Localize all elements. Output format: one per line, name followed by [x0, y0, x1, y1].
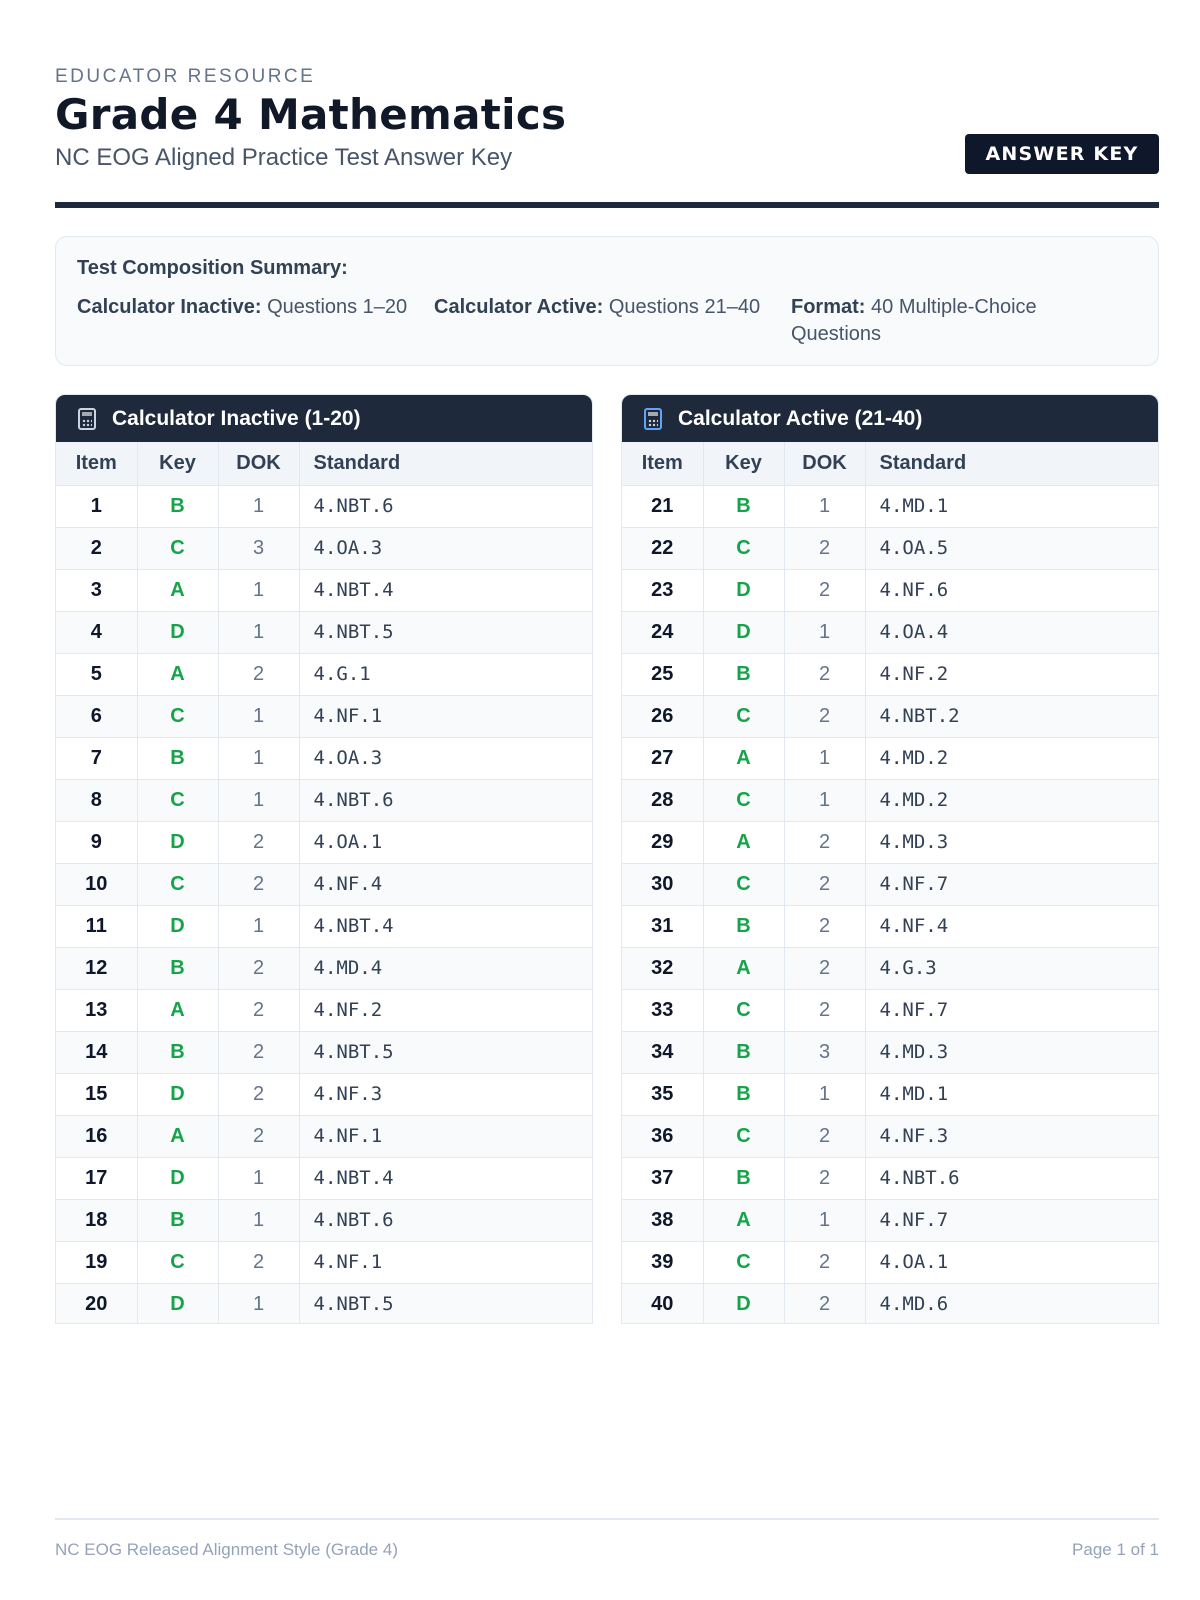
item-number: 3 [56, 569, 137, 611]
table-row [622, 737, 1158, 779]
dok-level: 2 [218, 821, 299, 863]
item-number: 2 [56, 527, 137, 569]
standard-code: 4.NF.7 [865, 1199, 1158, 1241]
dok-level: 3 [218, 527, 299, 569]
table-body [56, 485, 592, 1324]
item-number: 20 [56, 1283, 137, 1324]
answer-key: A [137, 569, 218, 611]
item-number: 21 [622, 485, 703, 527]
table-row [622, 1241, 1158, 1283]
standard-code: 4.NBT.5 [299, 1031, 592, 1073]
summary-item-calculator-active [434, 294, 760, 321]
item-number: 1 [56, 485, 137, 527]
item-number: 4 [56, 611, 137, 653]
table-row [56, 863, 592, 905]
item-number: 26 [622, 695, 703, 737]
answer-key: B [703, 1157, 784, 1199]
table-row [56, 1031, 592, 1073]
standard-code: 4.OA.4 [865, 611, 1158, 653]
summary-item-value: 40 Multiple-Choice Questions [791, 296, 1037, 345]
item-number: 7 [56, 737, 137, 779]
table-row [622, 1199, 1158, 1241]
table-row [622, 527, 1158, 569]
standard-code: 4.MD.3 [865, 1031, 1158, 1073]
standard-code: 4.NF.1 [299, 695, 592, 737]
answer-key: A [137, 653, 218, 695]
dok-level: 2 [784, 527, 865, 569]
summary-item-label: Calculator Active: [434, 296, 604, 318]
table-row [56, 1199, 592, 1241]
answer-key: B [703, 485, 784, 527]
item-number: 38 [622, 1199, 703, 1241]
item-number: 22 [622, 527, 703, 569]
panel-title: Calculator Inactive (1-20) [112, 406, 361, 430]
table-header-row [56, 442, 592, 485]
item-number: 16 [56, 1115, 137, 1157]
answer-key: C [703, 527, 784, 569]
dok-level: 2 [784, 821, 865, 863]
eyebrow-label: EDUCATOR RESOURCE [55, 66, 316, 87]
standard-code: 4.NF.2 [299, 989, 592, 1031]
table-row [622, 821, 1158, 863]
table-row [56, 947, 592, 989]
answer-key: B [703, 653, 784, 695]
standard-code: 4.NBT.5 [299, 611, 592, 653]
dok-level: 2 [784, 905, 865, 947]
standard-code: 4.NF.4 [865, 905, 1158, 947]
column-header-dok: DOK [784, 442, 865, 485]
standard-code: 4.G.1 [299, 653, 592, 695]
standard-code: 4.NBT.6 [865, 1157, 1158, 1199]
item-number: 28 [622, 779, 703, 821]
column-header-key: Key [703, 442, 784, 485]
dok-level: 3 [784, 1031, 865, 1073]
table-row [56, 527, 592, 569]
standard-code: 4.NF.4 [299, 863, 592, 905]
dok-level: 2 [784, 569, 865, 611]
table-row [622, 1031, 1158, 1073]
table-row [56, 695, 592, 737]
answer-key: B [703, 1073, 784, 1115]
item-number: 37 [622, 1157, 703, 1199]
standard-code: 4.NBT.4 [299, 905, 592, 947]
item-number: 8 [56, 779, 137, 821]
dok-level: 1 [218, 905, 299, 947]
answer-key: C [137, 527, 218, 569]
table-row [56, 821, 592, 863]
answer-key: D [703, 611, 784, 653]
standard-code: 4.MD.2 [865, 737, 1158, 779]
table-row [622, 779, 1158, 821]
test-composition-summary [55, 236, 1159, 366]
answer-key: C [137, 779, 218, 821]
standard-code: 4.OA.5 [865, 527, 1158, 569]
table-header-row [622, 442, 1158, 485]
column-header-key: Key [137, 442, 218, 485]
answer-key: B [137, 737, 218, 779]
item-number: 29 [622, 821, 703, 863]
item-number: 31 [622, 905, 703, 947]
item-number: 6 [56, 695, 137, 737]
standard-code: 4.NBT.6 [299, 779, 592, 821]
page-number: Page 1 of 1 [1072, 1540, 1159, 1559]
answer-table [622, 442, 1158, 1324]
standard-code: 4.NF.3 [299, 1073, 592, 1115]
dok-level: 1 [784, 611, 865, 653]
dok-level: 1 [218, 737, 299, 779]
table-row [56, 653, 592, 695]
dok-level: 1 [218, 779, 299, 821]
item-number: 9 [56, 821, 137, 863]
table-row [56, 569, 592, 611]
item-number: 14 [56, 1031, 137, 1073]
table-row [622, 695, 1158, 737]
table-body [622, 485, 1158, 1324]
dok-level: 2 [218, 1031, 299, 1073]
dok-level: 1 [218, 569, 299, 611]
table-row [622, 1073, 1158, 1115]
standard-code: 4.NBT.6 [299, 485, 592, 527]
item-number: 30 [622, 863, 703, 905]
table-row [622, 485, 1158, 527]
answer-key: B [137, 947, 218, 989]
item-number: 11 [56, 905, 137, 947]
dok-level: 1 [784, 737, 865, 779]
summary-item-value: Questions 21–40 [608, 296, 761, 318]
dok-level: 1 [218, 1283, 299, 1324]
answer-key: A [703, 737, 784, 779]
answer-key: D [137, 1283, 218, 1324]
dok-level: 2 [784, 1283, 865, 1324]
summary-title: Test Composition Summary: [77, 257, 348, 279]
header-divider [55, 202, 1159, 208]
standard-code: 4.NF.1 [299, 1115, 592, 1157]
summary-item-value: Questions 1–20 [267, 296, 408, 318]
table-row [56, 1073, 592, 1115]
answer-key: D [703, 569, 784, 611]
standard-code: 4.NBT.6 [299, 1199, 592, 1241]
item-number: 17 [56, 1157, 137, 1199]
dok-level: 1 [784, 1199, 865, 1241]
table-row [56, 1241, 592, 1283]
answer-key: D [703, 1283, 784, 1324]
dok-level: 2 [784, 863, 865, 905]
answer-table [56, 442, 592, 1324]
answer-key: A [703, 947, 784, 989]
standard-code: 4.NBT.4 [299, 1157, 592, 1199]
item-number: 33 [622, 989, 703, 1031]
standard-code: 4.MD.1 [865, 1073, 1158, 1115]
dok-level: 1 [784, 485, 865, 527]
answer-key: B [137, 1031, 218, 1073]
dok-level: 2 [784, 1115, 865, 1157]
table-row [56, 737, 592, 779]
table-row [622, 653, 1158, 695]
panel-header [56, 395, 592, 442]
table-row [622, 947, 1158, 989]
answer-key: B [137, 1199, 218, 1241]
answer-key: A [137, 989, 218, 1031]
dok-level: 2 [218, 947, 299, 989]
dok-level: 2 [218, 863, 299, 905]
answer-key: A [703, 821, 784, 863]
dok-level: 2 [784, 695, 865, 737]
dok-level: 2 [218, 653, 299, 695]
answer-key: A [703, 1199, 784, 1241]
standard-code: 4.OA.3 [299, 527, 592, 569]
standard-code: 4.G.3 [865, 947, 1158, 989]
table-row [622, 989, 1158, 1031]
standard-code: 4.NF.7 [865, 989, 1158, 1031]
item-number: 23 [622, 569, 703, 611]
item-number: 40 [622, 1283, 703, 1324]
answer-key-page [55, 0, 1159, 1600]
table-row [56, 611, 592, 653]
standard-code: 4.MD.2 [865, 779, 1158, 821]
answer-key: A [137, 1115, 218, 1157]
table-row [56, 989, 592, 1031]
table-row [622, 611, 1158, 653]
dok-level: 2 [784, 1241, 865, 1283]
answer-key: C [137, 695, 218, 737]
item-number: 19 [56, 1241, 137, 1283]
dok-level: 2 [784, 1157, 865, 1199]
summary-item-label: Calculator Inactive: [77, 296, 262, 318]
footer-source: NC EOG Released Alignment Style (Grade 4) [55, 1540, 398, 1559]
standard-code: 4.NF.2 [865, 653, 1158, 695]
table-row [56, 1157, 592, 1199]
panel-calculator-inactive [55, 394, 593, 1324]
calculator-icon [644, 408, 662, 430]
column-header-item: Item [56, 442, 137, 485]
panel-header [622, 395, 1158, 442]
standard-code: 4.NF.3 [865, 1115, 1158, 1157]
summary-items [77, 294, 1137, 354]
column-header-standard: Standard [299, 442, 592, 485]
standard-code: 4.OA.1 [865, 1241, 1158, 1283]
standard-code: 4.OA.1 [299, 821, 592, 863]
standard-code: 4.NBT.5 [299, 1283, 592, 1324]
dok-level: 1 [784, 779, 865, 821]
item-number: 36 [622, 1115, 703, 1157]
answer-key: D [137, 1073, 218, 1115]
answer-key: C [137, 1241, 218, 1283]
standard-code: 4.MD.6 [865, 1283, 1158, 1324]
answer-key: C [703, 1241, 784, 1283]
item-number: 34 [622, 1031, 703, 1073]
dok-level: 2 [218, 989, 299, 1031]
item-number: 5 [56, 653, 137, 695]
table-row [56, 905, 592, 947]
table-row [622, 1115, 1158, 1157]
table-row [56, 1283, 592, 1324]
answer-key: B [703, 905, 784, 947]
summary-item-calculator-inactive [77, 294, 407, 321]
answer-key: D [137, 611, 218, 653]
dok-level: 2 [218, 1241, 299, 1283]
footer-divider [55, 1518, 1159, 1520]
dok-level: 1 [218, 485, 299, 527]
page-title: Grade 4 Mathematics [55, 90, 567, 139]
standard-code: 4.NBT.4 [299, 569, 592, 611]
calculator-icon [78, 408, 96, 430]
standard-code: 4.NF.1 [299, 1241, 592, 1283]
standard-code: 4.NF.7 [865, 863, 1158, 905]
dok-level: 1 [218, 1199, 299, 1241]
dok-level: 2 [218, 1073, 299, 1115]
dok-level: 1 [218, 695, 299, 737]
answer-key: D [137, 905, 218, 947]
standard-code: 4.NF.6 [865, 569, 1158, 611]
answer-key: B [703, 1031, 784, 1073]
item-number: 18 [56, 1199, 137, 1241]
column-header-item: Item [622, 442, 703, 485]
table-row [56, 485, 592, 527]
table-row [622, 905, 1158, 947]
dok-level: 2 [218, 1115, 299, 1157]
item-number: 25 [622, 653, 703, 695]
standard-code: 4.NBT.2 [865, 695, 1158, 737]
page-subtitle: NC EOG Aligned Practice Test Answer Key [55, 144, 513, 171]
answer-key: D [137, 821, 218, 863]
dok-level: 1 [784, 1073, 865, 1115]
table-row [622, 1157, 1158, 1199]
dok-level: 2 [784, 989, 865, 1031]
answer-key: D [137, 1157, 218, 1199]
item-number: 10 [56, 863, 137, 905]
item-number: 32 [622, 947, 703, 989]
table-row [622, 569, 1158, 611]
table-row [622, 863, 1158, 905]
column-header-dok: DOK [218, 442, 299, 485]
item-number: 35 [622, 1073, 703, 1115]
item-number: 24 [622, 611, 703, 653]
panel-calculator-active [621, 394, 1159, 1324]
dok-level: 1 [218, 611, 299, 653]
document-header [55, 66, 1159, 208]
summary-item-format [791, 294, 1091, 348]
item-number: 12 [56, 947, 137, 989]
table-row [622, 1283, 1158, 1324]
panel-title: Calculator Active (21-40) [678, 406, 923, 430]
answer-key: C [703, 863, 784, 905]
item-number: 13 [56, 989, 137, 1031]
answer-key: C [703, 779, 784, 821]
answer-key-badge: ANSWER KEY [965, 134, 1159, 174]
standard-code: 4.OA.3 [299, 737, 592, 779]
item-number: 27 [622, 737, 703, 779]
table-row [56, 779, 592, 821]
answer-key: C [137, 863, 218, 905]
standard-code: 4.MD.1 [865, 485, 1158, 527]
column-header-standard: Standard [865, 442, 1158, 485]
answer-key: C [703, 1115, 784, 1157]
answer-key: B [137, 485, 218, 527]
dok-level: 1 [218, 1157, 299, 1199]
item-number: 39 [622, 1241, 703, 1283]
summary-item-label: Format: [791, 296, 866, 318]
dok-level: 2 [784, 653, 865, 695]
answer-key: C [703, 695, 784, 737]
dok-level: 2 [784, 947, 865, 989]
standard-code: 4.MD.4 [299, 947, 592, 989]
table-row [56, 1115, 592, 1157]
answer-key: C [703, 989, 784, 1031]
item-number: 15 [56, 1073, 137, 1115]
standard-code: 4.MD.3 [865, 821, 1158, 863]
